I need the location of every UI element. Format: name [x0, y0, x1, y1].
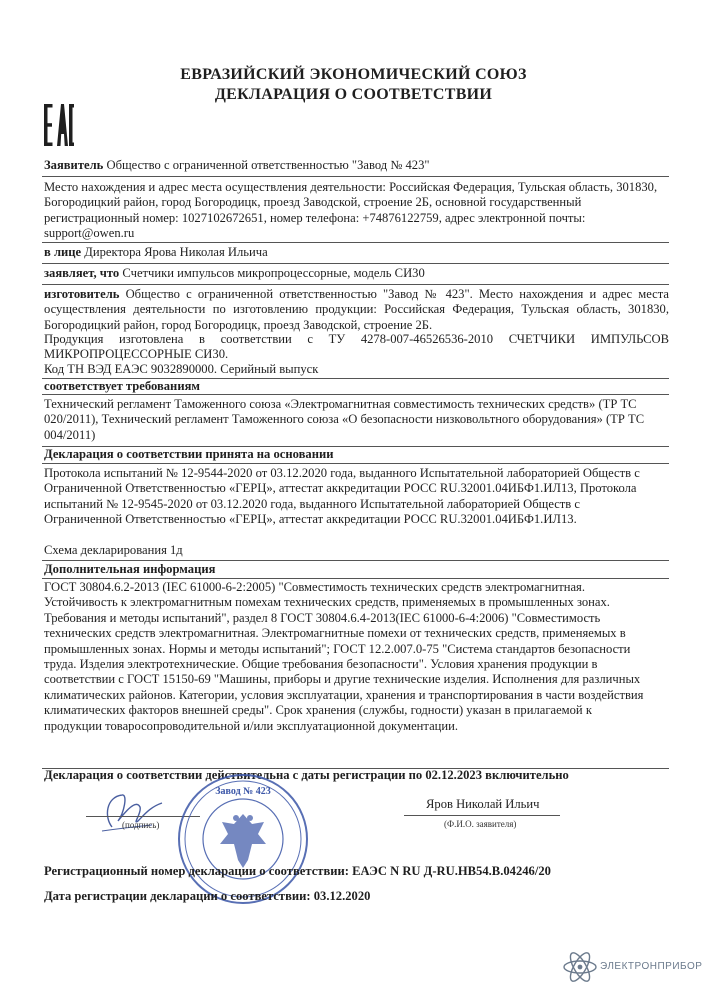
additional-value: ГОСТ 30804.6.2-2013 (IEC 61000-6-2:2005) "Совместимость технических средств электромагнитная. Устойчивость к электромагнитным помехам технических средств, применяемых в промышленных зонах. Требования и методы испытаний", раздел 8 ГОСТ 30804.6.4-2013(IEC 61000-6-4:2006) "Совместимость технических средств электромагнитная. Электромагнитные помехи от технических средств, применяемых в промышленных зонах. Нормы и методы испытаний"; ГОСТ 12.2.007.0-75 "Система стандартов безопасности труда. Изделия электротехнические. Общие требования безопасности". Условия хранения продукции в соответствии с ГОСТ 15150-69 "Машины, приборы и другие технические изделия. Исполнения для различных климатических районов. Категории, условия эксплуатации, хранения и транспортирования в части воздействия климатических факторов внешней среды". Срок хранения (службы, годности) указан в прилагаемой к продукции товаросопроводительной и/или эксплуатационной документации. [44, 580, 644, 733]
manufacturer-block [44, 287, 669, 333]
divider [42, 242, 669, 243]
manufacturer-production: Продукция изготовлена в соответствии с ТУ 4278-007-46526536-2010 СЧЕТЧИКИ ИМПУЛЬСОВ МИКРОПРОЦЕССОРНЫЕ СИ30. [44, 332, 669, 362]
company-stamp [176, 772, 310, 906]
registration-date: Дата регистрации декларации о соответствии: 03.12.2020 [44, 889, 371, 903]
manufacturer-code: Код ТН ВЭД ЕАЭС 9032890000. Серийный выпуск [44, 362, 319, 376]
registration-number: Регистрационный номер декларации о соответствии: ЕАЭС N RU Д-RU.НВ54.В.04246/20 [44, 864, 551, 878]
basis-scheme: Схема декларирования 1д [44, 543, 183, 557]
divider [42, 176, 669, 177]
electronpribor-logo-icon [560, 952, 600, 982]
name-caption: (Ф.И.О. заявителя) [444, 819, 517, 829]
requirements-value: Технический регламент Таможенного союза «Электромагнитная совместимость технических средств» (ТР ТС 020/2011), Технический регламент Таможенного союза «О безопасности низковольтного оборудования» (ТР ТС 004/2011) [44, 397, 645, 442]
validity-line: Декларация о соответствии действительна с даты регистрации по 02.12.2023 включительно [44, 768, 569, 782]
divider [42, 263, 669, 264]
eac-logo [44, 104, 74, 146]
divider [42, 463, 669, 464]
applicant-line [44, 158, 669, 173]
signature-image [92, 787, 166, 839]
union-title: ЕВРАЗИЙСКИЙ ЭКОНОМИЧЕСКИЙ СОЮЗ [180, 66, 527, 83]
person-value: Директора Ярова Николая Ильича [84, 245, 268, 259]
signer-name: Яров Николай Ильич [426, 797, 540, 811]
declaration-title: ДЕКЛАРАЦИЯ О СООТВЕТСТВИИ [214, 86, 493, 103]
declares-label: заявляет, что [44, 266, 120, 280]
basis-value: Протокола испытаний № 12-9544-2020 от 03.12.2020 года, выданного Испытательной лабораторией Обществ с Ограниченной Ответственностью «ГЕРЦ», аттестат аккредитации РОСС RU.32001.04ИБФ1.ИЛ13, Протокола испытаний № 12-9545-2020 от 03.12.2020 года, выданного Испытательной лабораторией Обществ с Ограниченной Ответственностью «ГЕРЦ», аттестат аккредитации РОСС RU.32001.04ИБФ1.ИЛ13. [44, 466, 640, 527]
manufacturer-value: Общество с ограниченной ответственностью "Завод № 423". Место нахождения и адрес места осуществления деятельности по изготовлению продукции: Российская Федерация, Тульская область, 301830, Богородицкий район, город Богородицк, проезд Заводской, строение 2Б. [44, 287, 669, 332]
person-label: в лице [44, 245, 82, 259]
divider [42, 284, 669, 285]
divider [42, 560, 669, 561]
applicant-address: Место нахождения и адрес места осуществления деятельности: Российская Федерация, Тульская область, 301830, Богородицкий район, город Богородицк, проезд Заводской, строение 2Б, основной государственный регистрационный номер: 1027102672651, номер телефона: +74876122759, адрес электронной почты: support@owen.ru [44, 180, 658, 241]
additional-label: Дополнительная информация [44, 562, 216, 576]
basis-label: Декларация о соответствии принята на основании [44, 447, 334, 461]
declares-value: Счетчики импульсов микропроцессорные, модель СИ30 [122, 266, 425, 280]
person-line [44, 245, 669, 260]
declares-line [44, 266, 669, 281]
applicant-value: Общество с ограниченной ответственностью "Завод № 423" [106, 158, 430, 172]
manufacturer-label: изготовитель [44, 287, 120, 301]
watermark-brand: ЭЛЕКТРОНПРИБОР [600, 961, 703, 972]
divider [42, 578, 669, 579]
requirements-label: соответствует требованиям [44, 379, 200, 393]
signature-caption: (подпись) [122, 820, 160, 830]
name-line [404, 815, 560, 816]
stamp-text: Завод № 423 [215, 786, 271, 797]
applicant-label: Заявитель [44, 158, 104, 172]
divider [42, 394, 669, 395]
